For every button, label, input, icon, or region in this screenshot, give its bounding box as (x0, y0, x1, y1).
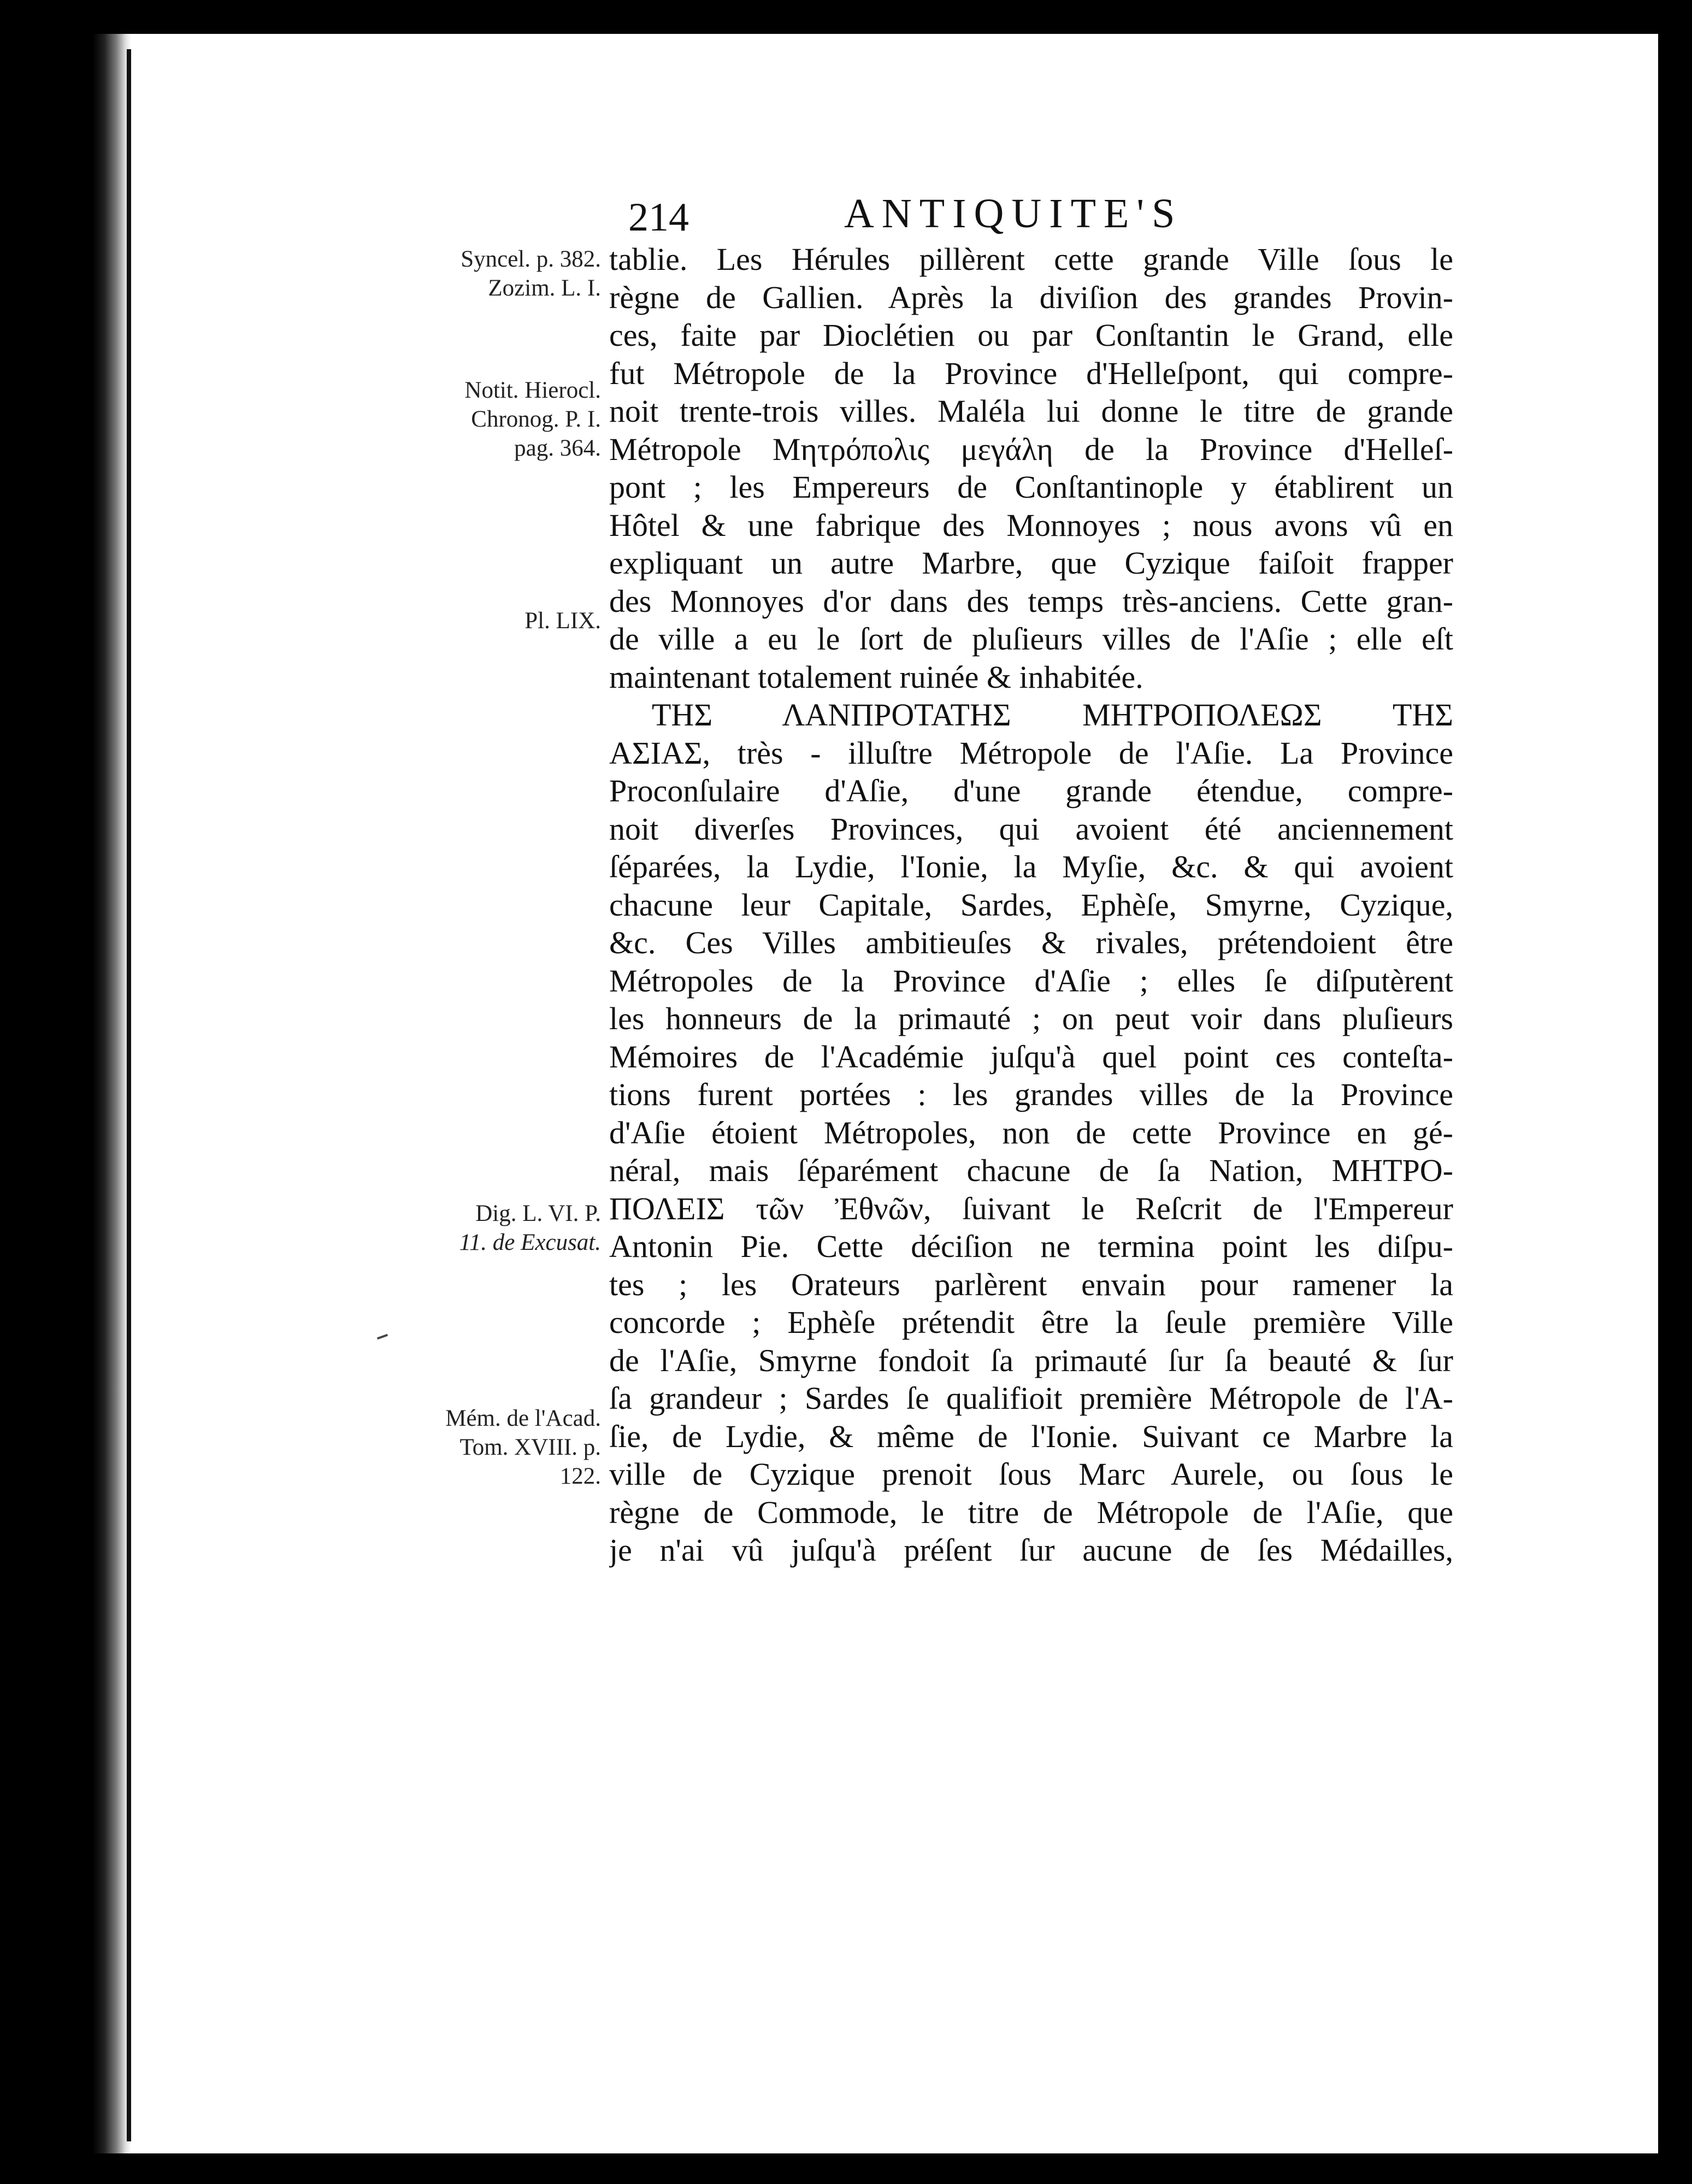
text-line: fut Métropole de la Province d'Helleſpont, qui compre- (609, 355, 1453, 391)
margin-note-line: Tom. XVIII. p. (459, 1435, 601, 1460)
text-line: noit diverſes Provinces, qui avoient été anciennement (609, 811, 1453, 847)
margin-note-line: Chronog. P. I. (471, 406, 601, 432)
text-line: ΤΗΣ ΛΑΝΠΡΟΤΑΤΗΣ ΜΗΤΡΟΠΟΛΕΩΣ ΤΗΣ (652, 697, 1453, 733)
text-line: Métropoles de la Province d'Aſie ; elles ſe diſputèrent (609, 963, 1453, 999)
text-line: noit trente-trois villes. Maléla lui donne le titre de grande (609, 393, 1453, 429)
text-line: Proconſulaire d'Aſie, d'une grande étendue, compre- (609, 773, 1453, 808)
text-line: Hôtel & une fabrique des Monnoyes ; nous avons vû en (609, 507, 1453, 543)
margin-note-line: Mém. de l'Acad. (445, 1406, 601, 1431)
margin-note-line: Syncel. p. 382. (461, 246, 601, 272)
text-line: ſie, de Lydie, & même de l'Ionie. Suivant ce Marbre la (609, 1418, 1453, 1454)
text-line: règne de Gallien. Après la diviſion des grandes Provin- (609, 279, 1453, 315)
text-line: les honneurs de la primauté ; on peut voir dans pluſieurs (609, 1001, 1453, 1036)
text-line: tablie. Les Hérules pillèrent cette grande Ville ſous le (609, 241, 1453, 277)
text-line: concorde ; Ephèſe prétendit être la ſeule première Ville (609, 1305, 1453, 1340)
margin-note-line: Pl. LIX. (524, 608, 601, 634)
margin-note-line: 122. (559, 1463, 601, 1489)
text-line: pont ; les Empereurs de Conſtantinople y établirent un (609, 469, 1453, 505)
text-line: &c. Ces Villes ambitieuſes & rivales, prétendoient être (609, 925, 1453, 960)
body-text (609, 240, 1453, 1569)
page-gutter-shadow (93, 34, 131, 2153)
margin-note-line: Zozim. L. I. (488, 275, 601, 301)
text-line: ſéparées, la Lydie, l'Ionie, la Myſie, &c. & qui avoient (609, 849, 1453, 884)
text-line: d'Aſie étoient Métropoles, non de cette Province en gé- (609, 1114, 1453, 1150)
text-line: Antonin Pie. Cette déciſion ne termina point les diſpu- (609, 1229, 1453, 1264)
text-line: de ville a eu le ſort de pluſieurs villes de l'Aſie ; elle eſt (609, 621, 1453, 657)
text-line: je n'ai vû juſqu'à préſent ſur aucune de ſes Médailles, (609, 1532, 1453, 1568)
text-line: de l'Aſie, Smyrne fondoit ſa primauté ſur ſa beauté & ſur (609, 1342, 1453, 1378)
text-line: tes ; les Orateurs parlèrent envain pour ramener la (609, 1266, 1453, 1302)
margin-note (388, 376, 601, 463)
page-number: 214 (628, 195, 689, 240)
text-line: néral, mais ſéparément chacune de ſa Nation, ΜΗΤΡΟ- (609, 1153, 1453, 1188)
margin-note (388, 606, 601, 635)
text-line: ΠΟΛΕΙΣ τῶν Ἐθνῶν, ſuivant le Reſcrit de l'Empereur (609, 1190, 1453, 1226)
page-header (628, 185, 1333, 245)
margin-note-line: Notit. Hierocl. (464, 377, 601, 403)
text-line: expliquant un autre Marbre, que Cyzique faiſoit frapper (609, 545, 1453, 581)
margin-note-line: pag. 364. (514, 435, 601, 461)
page-binding-edge (127, 49, 131, 2141)
running-title: ANTIQUITE'S (844, 191, 1183, 237)
text-line: Métropole Μητρόπολις μεγάλη de la Province d'Helleſ- (609, 431, 1453, 467)
text-line: tions furent portées : les grandes villes de la Province (609, 1077, 1453, 1112)
margin-note (388, 245, 601, 303)
text-line: ſa grandeur ; Sardes ſe qualifioit première Métropole de l'A- (609, 1380, 1453, 1416)
text-line: ville de Cyzique prenoit ſous Marc Aurele, ou ſous le (609, 1456, 1453, 1492)
text-line: Mémoires de l'Académie juſqu'à quel point ces conteſta- (609, 1038, 1453, 1075)
text-line: des Monnoyes d'or dans des temps très-anciens. Cette gran- (609, 583, 1453, 619)
text-line: règne de Commode, le titre de Métropole de l'Aſie, que (609, 1494, 1453, 1530)
text-line: chacune leur Capitale, Sardes, Ephèſe, Smyrne, Cyzique, (609, 887, 1453, 923)
margin-note-line: Dig. L. VI. P. (475, 1201, 601, 1226)
margin-note (388, 1199, 601, 1257)
margin-note-line: 11. de Excusat. (459, 1230, 601, 1255)
text-line: ces, faite par Dioclétien ou par Conſtantin le Grand, elle (609, 317, 1453, 353)
margin-note (388, 1404, 601, 1491)
text-line: maintenant totalement ruinée & inhabitée. (609, 659, 1143, 695)
text-line: ΑΣΙΑΣ, très - illuſtre Métropole de l'Aſie. La Province (609, 735, 1453, 771)
